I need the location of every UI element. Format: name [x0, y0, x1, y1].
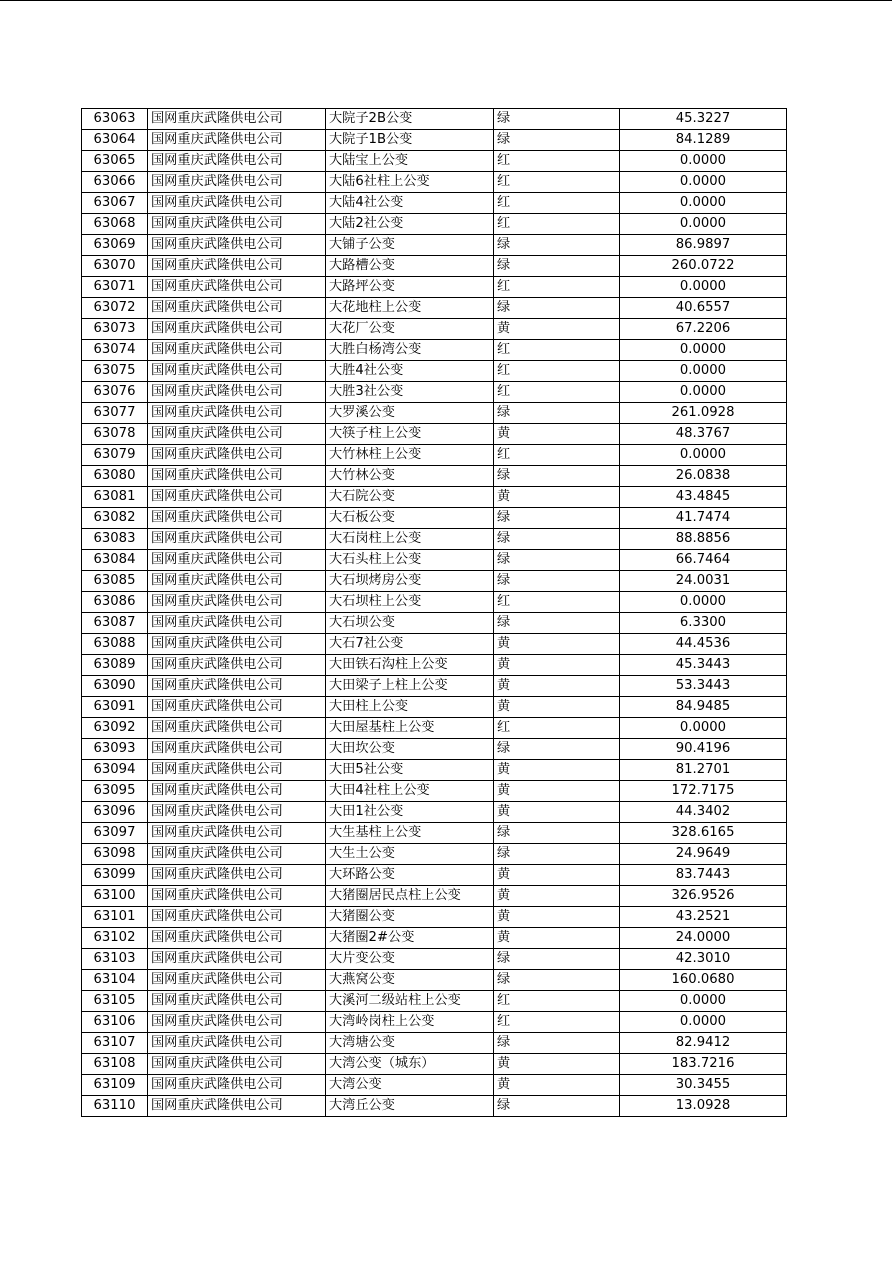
cell-status: 红 [494, 361, 620, 382]
cell-id: 63107 [82, 1033, 148, 1054]
cell-substation: 大湾公变（城东） [326, 1054, 494, 1075]
cell-value: 42.3010 [620, 949, 787, 970]
cell-id: 63098 [82, 844, 148, 865]
cell-substation: 大田铁石沟柱上公变 [326, 655, 494, 676]
cell-substation: 大田梁子上柱上公变 [326, 676, 494, 697]
table-row [82, 907, 787, 928]
cell-substation: 大铺子公变 [326, 235, 494, 256]
cell-value: 83.7443 [620, 865, 787, 886]
cell-id: 63074 [82, 340, 148, 361]
cell-status: 绿 [494, 508, 620, 529]
cell-company: 国网重庆武隆供电公司 [148, 235, 326, 256]
cell-id: 63095 [82, 781, 148, 802]
cell-value: 0.0000 [620, 172, 787, 193]
cell-value: 43.4845 [620, 487, 787, 508]
table-row [82, 949, 787, 970]
cell-value: 260.0722 [620, 256, 787, 277]
table-row [82, 529, 787, 550]
cell-substation: 大路槽公变 [326, 256, 494, 277]
cell-value: 326.9526 [620, 886, 787, 907]
table-row [82, 718, 787, 739]
cell-substation: 大湾塘公变 [326, 1033, 494, 1054]
cell-id: 63072 [82, 298, 148, 319]
cell-id: 63070 [82, 256, 148, 277]
cell-value: 0.0000 [620, 361, 787, 382]
cell-status: 红 [494, 445, 620, 466]
cell-id: 63078 [82, 424, 148, 445]
cell-id: 63080 [82, 466, 148, 487]
cell-substation: 大田5社公变 [326, 760, 494, 781]
cell-company: 国网重庆武隆供电公司 [148, 319, 326, 340]
cell-id: 63094 [82, 760, 148, 781]
cell-value: 44.4536 [620, 634, 787, 655]
cell-substation: 大石头柱上公变 [326, 550, 494, 571]
cell-id: 63064 [82, 130, 148, 151]
table-row [82, 424, 787, 445]
cell-status: 绿 [494, 466, 620, 487]
table-row [82, 970, 787, 991]
cell-company: 国网重庆武隆供电公司 [148, 571, 326, 592]
cell-id: 63097 [82, 823, 148, 844]
cell-company: 国网重庆武隆供电公司 [148, 130, 326, 151]
cell-id: 63090 [82, 676, 148, 697]
table-row [82, 739, 787, 760]
cell-status: 黄 [494, 907, 620, 928]
table-row [82, 151, 787, 172]
cell-id: 63096 [82, 802, 148, 823]
cell-company: 国网重庆武隆供电公司 [148, 865, 326, 886]
cell-substation: 大猪圈居民点柱上公变 [326, 886, 494, 907]
cell-id: 63081 [82, 487, 148, 508]
cell-value: 0.0000 [620, 592, 787, 613]
cell-company: 国网重庆武隆供电公司 [148, 739, 326, 760]
table-row [82, 1033, 787, 1054]
table-row [82, 445, 787, 466]
cell-company: 国网重庆武隆供电公司 [148, 1033, 326, 1054]
cell-id: 63105 [82, 991, 148, 1012]
table-row [82, 466, 787, 487]
table-row [82, 508, 787, 529]
cell-company: 国网重庆武隆供电公司 [148, 949, 326, 970]
cell-value: 0.0000 [620, 991, 787, 1012]
cell-substation: 大路坪公变 [326, 277, 494, 298]
cell-substation: 大胜白杨湾公变 [326, 340, 494, 361]
cell-id: 63087 [82, 613, 148, 634]
cell-id: 63063 [82, 109, 148, 130]
cell-id: 63084 [82, 550, 148, 571]
cell-status: 黄 [494, 697, 620, 718]
cell-value: 183.7216 [620, 1054, 787, 1075]
cell-substation: 大院子1B公变 [326, 130, 494, 151]
page-top-rule [0, 0, 892, 1]
table-row [82, 214, 787, 235]
table-row [82, 382, 787, 403]
cell-value: 24.9649 [620, 844, 787, 865]
table-row [82, 865, 787, 886]
cell-value: 82.9412 [620, 1033, 787, 1054]
cell-status: 绿 [494, 949, 620, 970]
cell-id: 63106 [82, 1012, 148, 1033]
cell-value: 0.0000 [620, 718, 787, 739]
cell-value: 172.7175 [620, 781, 787, 802]
cell-substation: 大陆2社公变 [326, 214, 494, 235]
cell-substation: 大湾公变 [326, 1075, 494, 1096]
cell-substation: 大田坎公变 [326, 739, 494, 760]
cell-company: 国网重庆武隆供电公司 [148, 550, 326, 571]
cell-value: 0.0000 [620, 193, 787, 214]
cell-status: 绿 [494, 256, 620, 277]
table-row [82, 277, 787, 298]
cell-substation: 大片变公变 [326, 949, 494, 970]
cell-substation: 大筷子柱上公变 [326, 424, 494, 445]
cell-company: 国网重庆武隆供电公司 [148, 613, 326, 634]
cell-id: 63088 [82, 634, 148, 655]
cell-substation: 大花厂公变 [326, 319, 494, 340]
cell-company: 国网重庆武隆供电公司 [148, 592, 326, 613]
cell-id: 63065 [82, 151, 148, 172]
cell-value: 45.3227 [620, 109, 787, 130]
table-row [82, 235, 787, 256]
cell-status: 黄 [494, 928, 620, 949]
cell-substation: 大环路公变 [326, 865, 494, 886]
cell-status: 红 [494, 214, 620, 235]
cell-substation: 大石7社公变 [326, 634, 494, 655]
table-row [82, 1096, 787, 1117]
cell-value: 328.6165 [620, 823, 787, 844]
table-row [82, 802, 787, 823]
cell-value: 84.1289 [620, 130, 787, 151]
cell-value: 0.0000 [620, 151, 787, 172]
cell-status: 黄 [494, 634, 620, 655]
cell-value: 66.7464 [620, 550, 787, 571]
table-row [82, 613, 787, 634]
cell-substation: 大石坝柱上公变 [326, 592, 494, 613]
table-row [82, 781, 787, 802]
cell-status: 黄 [494, 781, 620, 802]
cell-substation: 大石坝公变 [326, 613, 494, 634]
cell-status: 绿 [494, 550, 620, 571]
cell-substation: 大田屋基柱上公变 [326, 718, 494, 739]
cell-substation: 大陆6社柱上公变 [326, 172, 494, 193]
cell-company: 国网重庆武隆供电公司 [148, 529, 326, 550]
cell-id: 63110 [82, 1096, 148, 1117]
table-row [82, 697, 787, 718]
cell-company: 国网重庆武隆供电公司 [148, 382, 326, 403]
table-row [82, 109, 787, 130]
table-row [82, 550, 787, 571]
cell-id: 63101 [82, 907, 148, 928]
cell-company: 国网重庆武隆供电公司 [148, 256, 326, 277]
cell-company: 国网重庆武隆供电公司 [148, 1075, 326, 1096]
table-row [82, 130, 787, 151]
cell-company: 国网重庆武隆供电公司 [148, 403, 326, 424]
cell-substation: 大胜3社公变 [326, 382, 494, 403]
table-row [82, 1012, 787, 1033]
cell-status: 黄 [494, 1075, 620, 1096]
cell-id: 63079 [82, 445, 148, 466]
cell-company: 国网重庆武隆供电公司 [148, 781, 326, 802]
table-row [82, 403, 787, 424]
cell-value: 0.0000 [620, 340, 787, 361]
cell-status: 绿 [494, 970, 620, 991]
cell-substation: 大燕窝公变 [326, 970, 494, 991]
table-row [82, 571, 787, 592]
cell-status: 黄 [494, 802, 620, 823]
cell-value: 26.0838 [620, 466, 787, 487]
cell-value: 41.7474 [620, 508, 787, 529]
cell-status: 黄 [494, 760, 620, 781]
cell-company: 国网重庆武隆供电公司 [148, 445, 326, 466]
cell-status: 红 [494, 277, 620, 298]
cell-substation: 大石板公变 [326, 508, 494, 529]
cell-company: 国网重庆武隆供电公司 [148, 802, 326, 823]
cell-value: 0.0000 [620, 445, 787, 466]
cell-id: 63104 [82, 970, 148, 991]
cell-company: 国网重庆武隆供电公司 [148, 487, 326, 508]
cell-substation: 大湾岭岗柱上公变 [326, 1012, 494, 1033]
cell-value: 30.3455 [620, 1075, 787, 1096]
cell-status: 绿 [494, 1096, 620, 1117]
table-row [82, 634, 787, 655]
cell-status: 红 [494, 340, 620, 361]
cell-status: 绿 [494, 109, 620, 130]
cell-substation: 大生基柱上公变 [326, 823, 494, 844]
table-row [82, 361, 787, 382]
cell-value: 0.0000 [620, 1012, 787, 1033]
cell-company: 国网重庆武隆供电公司 [148, 151, 326, 172]
cell-id: 63069 [82, 235, 148, 256]
cell-status: 绿 [494, 613, 620, 634]
cell-company: 国网重庆武隆供电公司 [148, 277, 326, 298]
cell-status: 绿 [494, 1033, 620, 1054]
cell-value: 67.2206 [620, 319, 787, 340]
cell-substation: 大陆宝上公变 [326, 151, 494, 172]
cell-substation: 大院子2B公变 [326, 109, 494, 130]
cell-status: 绿 [494, 739, 620, 760]
cell-company: 国网重庆武隆供电公司 [148, 193, 326, 214]
cell-company: 国网重庆武隆供电公司 [148, 634, 326, 655]
cell-company: 国网重庆武隆供电公司 [148, 844, 326, 865]
cell-company: 国网重庆武隆供电公司 [148, 298, 326, 319]
table-row [82, 1075, 787, 1096]
table-row [82, 928, 787, 949]
cell-value: 160.0680 [620, 970, 787, 991]
table-row [82, 319, 787, 340]
cell-status: 黄 [494, 319, 620, 340]
cell-id: 63067 [82, 193, 148, 214]
table-row [82, 340, 787, 361]
cell-value: 24.0000 [620, 928, 787, 949]
cell-status: 红 [494, 151, 620, 172]
table-row [82, 991, 787, 1012]
cell-company: 国网重庆武隆供电公司 [148, 823, 326, 844]
cell-id: 63076 [82, 382, 148, 403]
cell-value: 45.3443 [620, 655, 787, 676]
table-row [82, 298, 787, 319]
cell-substation: 大溪河二级站柱上公变 [326, 991, 494, 1012]
cell-id: 63091 [82, 697, 148, 718]
cell-id: 63092 [82, 718, 148, 739]
cell-status: 红 [494, 382, 620, 403]
cell-status: 绿 [494, 823, 620, 844]
cell-substation: 大罗溪公变 [326, 403, 494, 424]
cell-substation: 大湾丘公变 [326, 1096, 494, 1117]
cell-id: 63085 [82, 571, 148, 592]
cell-substation: 大田4社柱上公变 [326, 781, 494, 802]
cell-value: 48.3767 [620, 424, 787, 445]
cell-value: 6.3300 [620, 613, 787, 634]
cell-substation: 大田柱上公变 [326, 697, 494, 718]
cell-company: 国网重庆武隆供电公司 [148, 172, 326, 193]
cell-status: 黄 [494, 1054, 620, 1075]
cell-company: 国网重庆武隆供电公司 [148, 1096, 326, 1117]
cell-company: 国网重庆武隆供电公司 [148, 928, 326, 949]
cell-substation: 大猪圈2#公变 [326, 928, 494, 949]
cell-substation: 大竹林公变 [326, 466, 494, 487]
cell-status: 绿 [494, 403, 620, 424]
cell-substation: 大陆4社公变 [326, 193, 494, 214]
cell-status: 黄 [494, 655, 620, 676]
cell-id: 63099 [82, 865, 148, 886]
table-row [82, 1054, 787, 1075]
cell-id: 63077 [82, 403, 148, 424]
cell-substation: 大石岗柱上公变 [326, 529, 494, 550]
cell-company: 国网重庆武隆供电公司 [148, 655, 326, 676]
cell-company: 国网重庆武隆供电公司 [148, 970, 326, 991]
cell-status: 黄 [494, 424, 620, 445]
cell-id: 63068 [82, 214, 148, 235]
cell-id: 63093 [82, 739, 148, 760]
cell-value: 40.6557 [620, 298, 787, 319]
cell-value: 261.0928 [620, 403, 787, 424]
table-body [82, 109, 787, 1117]
cell-status: 红 [494, 193, 620, 214]
cell-status: 绿 [494, 844, 620, 865]
cell-id: 63071 [82, 277, 148, 298]
cell-value: 53.3443 [620, 676, 787, 697]
cell-status: 绿 [494, 130, 620, 151]
cell-value: 86.9897 [620, 235, 787, 256]
cell-id: 63082 [82, 508, 148, 529]
cell-status: 红 [494, 592, 620, 613]
table-row [82, 487, 787, 508]
cell-value: 90.4196 [620, 739, 787, 760]
table-row [82, 823, 787, 844]
cell-company: 国网重庆武隆供电公司 [148, 214, 326, 235]
cell-value: 0.0000 [620, 382, 787, 403]
cell-company: 国网重庆武隆供电公司 [148, 466, 326, 487]
table-row [82, 844, 787, 865]
cell-status: 黄 [494, 886, 620, 907]
cell-id: 63102 [82, 928, 148, 949]
cell-company: 国网重庆武隆供电公司 [148, 109, 326, 130]
cell-id: 63103 [82, 949, 148, 970]
cell-substation: 大石坝烤房公变 [326, 571, 494, 592]
cell-id: 63089 [82, 655, 148, 676]
cell-company: 国网重庆武隆供电公司 [148, 508, 326, 529]
table-row [82, 592, 787, 613]
cell-substation: 大花地柱上公变 [326, 298, 494, 319]
cell-value: 0.0000 [620, 277, 787, 298]
cell-value: 81.2701 [620, 760, 787, 781]
cell-id: 63083 [82, 529, 148, 550]
substation-table [81, 108, 787, 1117]
cell-company: 国网重庆武隆供电公司 [148, 886, 326, 907]
cell-company: 国网重庆武隆供电公司 [148, 424, 326, 445]
cell-status: 绿 [494, 571, 620, 592]
cell-company: 国网重庆武隆供电公司 [148, 361, 326, 382]
cell-value: 84.9485 [620, 697, 787, 718]
cell-value: 44.3402 [620, 802, 787, 823]
cell-status: 绿 [494, 298, 620, 319]
cell-value: 43.2521 [620, 907, 787, 928]
cell-value: 13.0928 [620, 1096, 787, 1117]
cell-status: 黄 [494, 487, 620, 508]
cell-company: 国网重庆武隆供电公司 [148, 991, 326, 1012]
cell-substation: 大石院公变 [326, 487, 494, 508]
cell-status: 红 [494, 1012, 620, 1033]
table-row [82, 256, 787, 277]
table-row [82, 760, 787, 781]
cell-id: 63073 [82, 319, 148, 340]
cell-value: 0.0000 [620, 214, 787, 235]
cell-value: 88.8856 [620, 529, 787, 550]
cell-company: 国网重庆武隆供电公司 [148, 1012, 326, 1033]
cell-status: 红 [494, 718, 620, 739]
table-row [82, 676, 787, 697]
cell-value: 24.0031 [620, 571, 787, 592]
cell-id: 63109 [82, 1075, 148, 1096]
cell-id: 63100 [82, 886, 148, 907]
cell-substation: 大竹林柱上公变 [326, 445, 494, 466]
cell-id: 63075 [82, 361, 148, 382]
cell-status: 黄 [494, 676, 620, 697]
cell-substation: 大胜4社公变 [326, 361, 494, 382]
cell-id: 63066 [82, 172, 148, 193]
table-row [82, 193, 787, 214]
cell-company: 国网重庆武隆供电公司 [148, 718, 326, 739]
cell-status: 红 [494, 172, 620, 193]
cell-company: 国网重庆武隆供电公司 [148, 697, 326, 718]
cell-company: 国网重庆武隆供电公司 [148, 907, 326, 928]
cell-company: 国网重庆武隆供电公司 [148, 676, 326, 697]
cell-substation: 大生土公变 [326, 844, 494, 865]
cell-company: 国网重庆武隆供电公司 [148, 760, 326, 781]
cell-status: 绿 [494, 529, 620, 550]
table-row [82, 886, 787, 907]
cell-status: 绿 [494, 235, 620, 256]
cell-substation: 大田1社公变 [326, 802, 494, 823]
cell-id: 63108 [82, 1054, 148, 1075]
cell-company: 国网重庆武隆供电公司 [148, 340, 326, 361]
cell-status: 黄 [494, 865, 620, 886]
cell-company: 国网重庆武隆供电公司 [148, 1054, 326, 1075]
cell-substation: 大猪圈公变 [326, 907, 494, 928]
cell-status: 红 [494, 991, 620, 1012]
cell-id: 63086 [82, 592, 148, 613]
table-row [82, 655, 787, 676]
table-row [82, 172, 787, 193]
